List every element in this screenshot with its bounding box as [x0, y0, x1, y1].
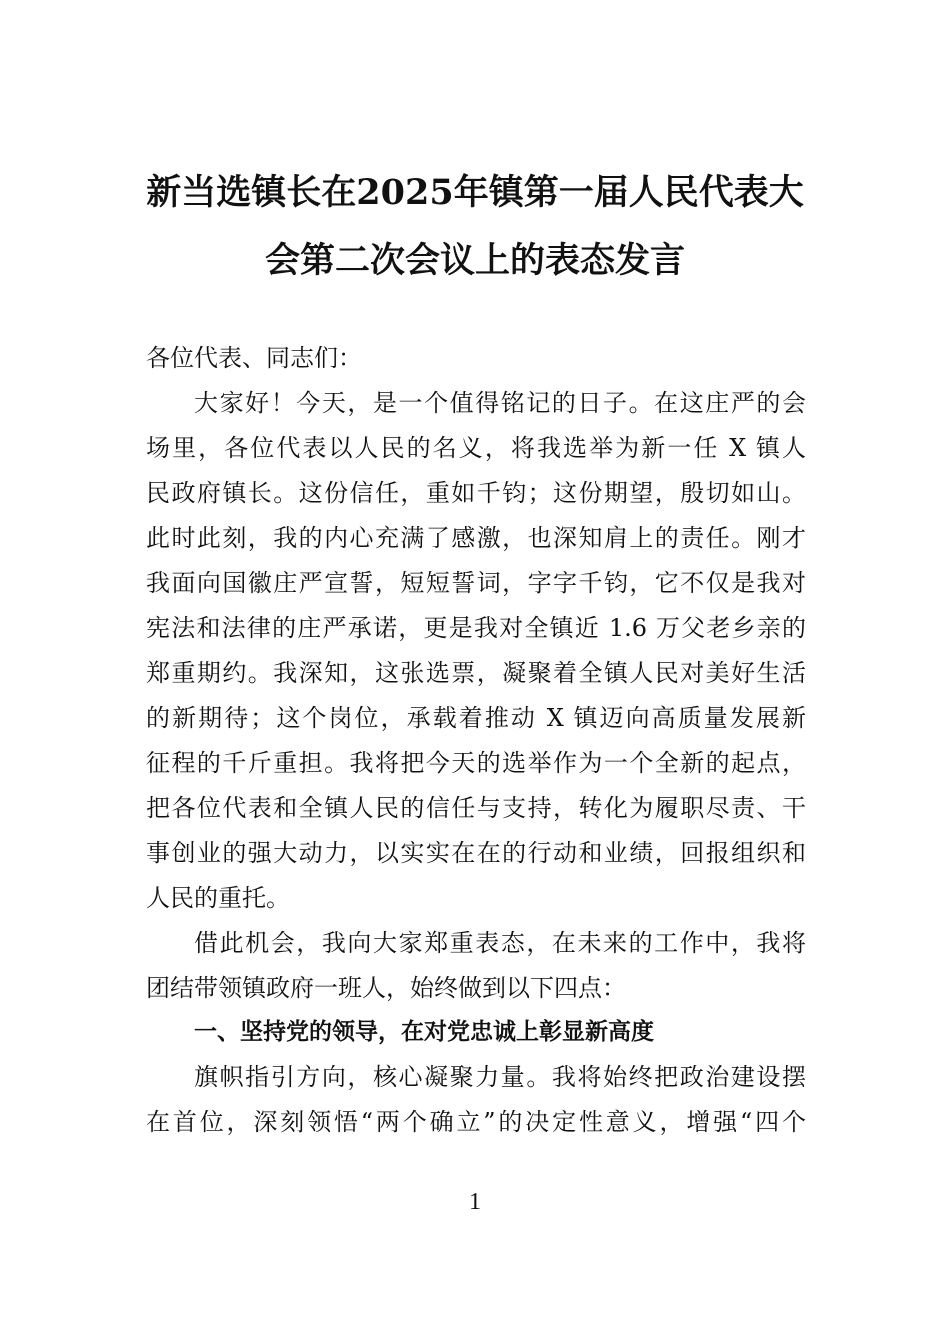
paragraph-1-line: 民政府镇长。这份信任，重如千钧；这份期望，殷切如山。 — [146, 479, 806, 507]
page-number: 1 — [469, 1189, 481, 1215]
document-title-line-1: 新当选镇长在2025年镇第一届人民代表大 — [146, 172, 804, 213]
paragraph-1-line: 事创业的强大动力，以实实在在的行动和业绩，回报组织和 — [146, 839, 806, 867]
paragraph-1-line: 我面向国徽庄严宣誓，短短誓词，字字千钧，它不仅是我对 — [146, 569, 806, 597]
salutation: 各位代表、同志们： — [146, 344, 362, 372]
paragraph-3-line: 在首位，深刻领悟“两个确立”的决定性意义，增强“四个 — [146, 1108, 806, 1136]
paragraph-2-line: 借此机会，我向大家郑重表态，在未来的工作中，我将 — [194, 929, 806, 957]
paragraph-1-line: 把各位代表和全镇人民的信任与支持，转化为履职尽责、干 — [146, 794, 806, 822]
section-heading-1: 一、坚持党的领导，在对党忠诚上彰显新高度 — [194, 1019, 654, 1045]
paragraph-1-line: 人民的重托。 — [146, 884, 290, 912]
paragraph-1-line: 的新期待；这个岗位，承载着推动 X 镇迈向高质量发展新 — [146, 704, 806, 732]
paragraph-3-line: 旗帜指引方向，核心凝聚力量。我将始终把政治建设摆 — [194, 1063, 806, 1091]
document-title-line-2: 会第二次会议上的表态发言 — [264, 240, 685, 281]
paragraph-1-line: 场里，各位代表以人民的名义，将我选举为新一任 X 镇人 — [146, 434, 806, 462]
paragraph-1-line: 此时此刻，我的内心充满了感激，也深知肩上的责任。刚才 — [146, 524, 806, 552]
paragraph-1-line: 宪法和法律的庄严承诺，更是我对全镇近 1.6 万父老乡亲的 — [146, 614, 806, 642]
paragraph-1-line: 大家好！今天，是一个值得铭记的日子。在这庄严的会 — [194, 389, 806, 417]
paragraph-1-line: 征程的千斤重担。我将把今天的选举作为一个全新的起点， — [146, 749, 806, 777]
paragraph-1-line: 郑重期约。我深知，这张选票，凝聚着全镇人民对美好生活 — [146, 659, 806, 687]
paragraph-2-line: 团结带领镇政府一班人，始终做到以下四点： — [146, 974, 626, 1002]
